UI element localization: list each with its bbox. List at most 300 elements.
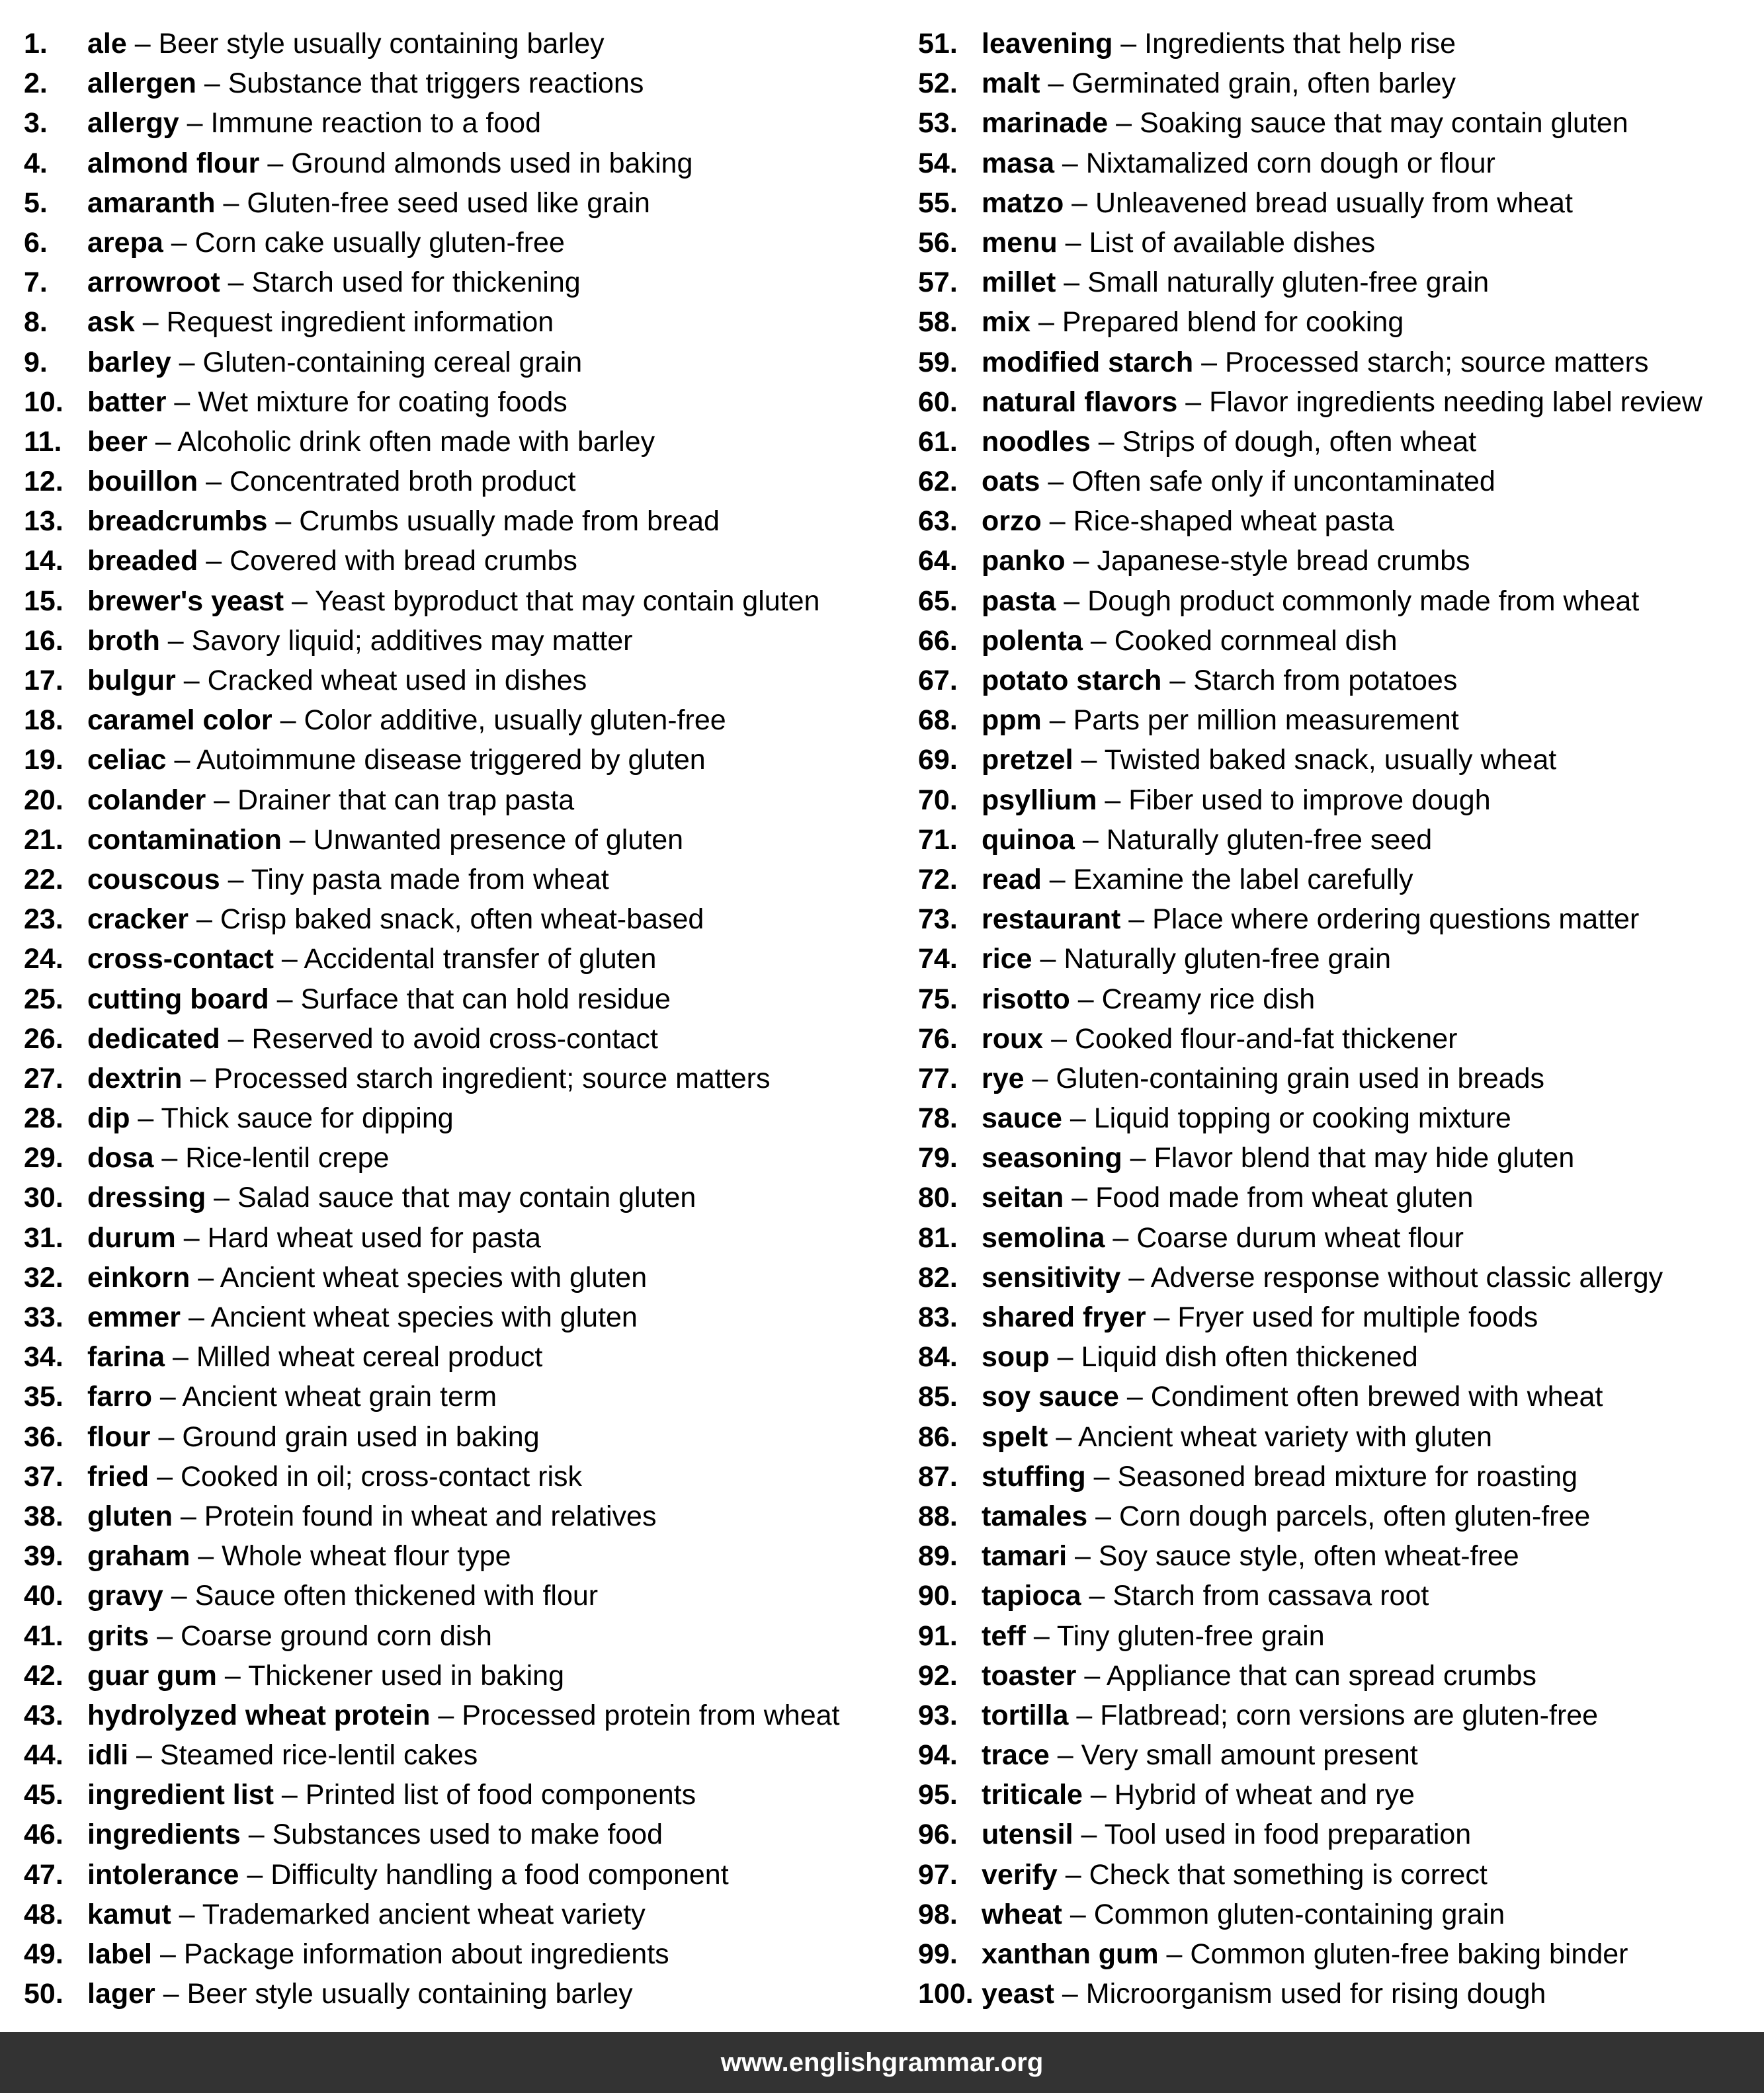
item-definition: Gluten-free seed used like grain [247,186,650,219]
item-term: grits [87,1620,149,1652]
item-term: yeast [982,1978,1054,2010]
item-separator: – [1024,1062,1056,1094]
glossary-item [24,223,897,263]
item-term: cross-contact [87,943,274,975]
item-term: idli [87,1739,129,1772]
item-definition: List of available dishes [1089,226,1376,259]
item-term: seitan [982,1182,1064,1214]
item-term: arepa [87,226,163,259]
item-term: spelt [982,1420,1048,1453]
item-number: 90. [918,1580,958,1612]
item-number: 81. [918,1221,958,1254]
glossary-item [24,302,897,342]
glossary-item [24,1337,897,1377]
item-number: 30. [24,1182,63,1214]
item-separator: – [1064,186,1096,219]
item-number: 4. [24,147,48,179]
item-definition: Beer style usually containing barley [158,28,605,60]
item-number: 75. [918,983,958,1015]
footer-bar [0,2032,1764,2093]
item-number: 31. [24,1221,63,1254]
item-definition: Drainer that can trap pasta [237,784,575,816]
item-separator: – [1049,1341,1081,1374]
item-number: 53. [918,107,958,140]
item-definition: Coarse ground corn dish [181,1620,492,1652]
item-separator: – [1041,704,1073,737]
glossary-item [24,1735,897,1775]
item-term: allergy [87,107,179,140]
item-separator: – [165,1341,196,1374]
item-number: 46. [24,1819,63,1851]
item-definition: Parts per million measurement [1073,704,1459,737]
item-definition: Starch from cassava root [1113,1580,1429,1612]
item-separator: – [1070,983,1102,1015]
item-term: ppm [982,704,1042,737]
item-separator: – [175,665,208,696]
item-term: brewer's yeast [87,585,284,617]
item-definition: Strips of dough, often wheat [1122,425,1477,458]
item-definition: Germinated grain, often barley [1071,67,1456,100]
item-separator: – [1113,28,1145,60]
item-separator: – [1064,1182,1096,1214]
glossary-item [918,740,1751,780]
item-separator: – [273,943,304,975]
item-definition: Ground grain used in baking [182,1420,540,1453]
item-number: 18. [24,704,63,737]
item-term: dosa [87,1142,154,1174]
glossary-item [918,183,1751,223]
item-separator: – [1073,1819,1105,1851]
item-number: 97. [918,1858,958,1891]
item-number: 89. [918,1540,958,1573]
item-separator: – [190,1261,220,1293]
item-definition: Savory liquid; additives may matter [191,624,633,657]
item-term: colander [87,784,206,816]
item-separator: – [152,1938,184,1970]
item-number: 33. [24,1301,63,1333]
item-separator: – [220,267,252,299]
item-number: 3. [24,107,48,140]
item-number: 45. [24,1779,63,1811]
glossary-item [918,1656,1751,1696]
item-separator: – [1062,1102,1094,1135]
item-separator: – [1032,943,1064,975]
item-definition: Unwanted presence of gluten [313,823,684,856]
item-separator: – [1082,1779,1114,1811]
glossary-item [918,1934,1751,1974]
item-separator: – [216,1659,248,1692]
glossary-item [24,1377,897,1416]
item-number: 80. [918,1182,958,1214]
glossary-item [918,1536,1751,1576]
item-separator: – [171,346,203,378]
glossary-item [24,343,897,382]
item-definition: Crumbs usually made from bread [299,505,720,538]
item-separator: – [1073,744,1105,776]
glossary-item [918,1895,1751,1934]
item-definition: Thick sauce for dipping [161,1102,454,1135]
glossary-item [24,1218,897,1258]
item-term: emmer [87,1301,181,1333]
item-definition: Surface that can hold residue [300,983,671,1015]
item-term: lager [87,1978,155,2010]
glossary-item [24,740,897,780]
item-separator: – [206,1182,238,1214]
item-definition: Ancient wheat species with gluten [220,1261,648,1293]
item-separator: – [130,1102,161,1135]
glossary-item [918,860,1751,899]
item-definition: Small naturally gluten-free grain [1087,267,1490,299]
glossary-item [918,1576,1751,1616]
glossary-item [24,1775,897,1815]
glossary-item [24,1019,897,1059]
item-separator: – [1120,903,1153,936]
item-number: 5. [24,186,48,219]
glossary-item [24,462,897,501]
item-definition: Adverse response without classic allergy [1150,1261,1663,1293]
glossary-item [24,1576,897,1616]
item-definition: Whole wheat flour type [222,1540,511,1573]
item-separator: – [1040,466,1072,498]
item-definition: Autoimmune disease triggered by gluten [196,744,706,776]
item-number: 51. [918,28,958,60]
glossary-item [24,1497,897,1536]
item-definition: Thickener used in baking [247,1659,564,1692]
item-number: 74. [918,943,958,975]
item-number: 17. [24,665,63,696]
item-number: 11. [24,425,62,458]
item-separator: – [151,1381,183,1413]
item-separator: – [220,863,251,895]
glossary-item [24,1059,897,1098]
item-number: 22. [24,863,63,895]
item-separator: – [182,1062,214,1094]
item-term: triticale [982,1779,1083,1811]
item-term: roux [982,1022,1044,1055]
item-term: matzo [982,186,1064,219]
glossary-item [24,1297,897,1337]
item-definition: Trademarked ancient wheat variety [202,1898,646,1930]
item-number: 1. [24,28,48,60]
item-number: 71. [918,823,958,856]
glossary-column-left [24,24,897,2014]
item-definition: Cooked cornmeal dish [1114,624,1398,657]
item-separator: – [166,386,198,418]
glossary-item [918,1059,1751,1098]
item-term: bulgur [87,665,176,696]
item-number: 87. [918,1460,958,1493]
item-number: 42. [24,1659,63,1692]
item-number: 64. [918,545,958,577]
item-separator: – [163,1580,195,1612]
item-term: pasta [982,585,1056,617]
item-number: 52. [918,67,958,100]
item-separator: – [206,784,238,816]
item-definition: Nixtamalized corn dough or flour [1085,147,1495,179]
item-definition: Processed starch; source matters [1224,346,1649,378]
item-number: 57. [918,267,958,299]
glossary-item [24,1178,897,1217]
item-separator: – [1146,1301,1178,1333]
item-term: contamination [87,823,282,856]
item-term: verify [982,1858,1058,1891]
item-number: 86. [918,1420,958,1453]
glossary-item [918,1377,1751,1416]
item-term: xanthan gum [982,1938,1159,1970]
glossary-item [918,144,1751,183]
item-term: dextrin [87,1062,183,1094]
glossary-item [24,103,897,143]
item-separator: – [181,1301,211,1333]
glossary-item [918,1098,1751,1138]
item-separator: – [1057,1858,1089,1891]
item-term: marinade [982,107,1109,140]
item-definition: Salad sauce that may contain gluten [237,1182,696,1214]
item-definition: Soaking sauce that may contain gluten [1140,107,1628,140]
item-number: 50. [24,1978,63,2010]
item-separator: – [159,624,192,657]
glossary-item [918,422,1751,462]
item-separator: – [189,903,220,936]
item-number: 98. [918,1898,958,1930]
item-separator: – [1054,1978,1086,2010]
glossary-item [918,382,1751,422]
item-definition: Ancient wheat grain term [182,1381,497,1413]
item-number: 27. [24,1062,63,1094]
item-term: gluten [87,1500,173,1532]
item-term: farina [87,1341,165,1374]
glossary-item [918,1855,1751,1895]
glossary-item [24,1656,897,1696]
item-definition: Starch used for thickening [251,267,581,299]
item-separator: – [1161,665,1194,696]
glossary-item [918,1138,1751,1178]
glossary-item [918,462,1751,501]
glossary-item [24,899,897,939]
item-term: soup [982,1341,1050,1374]
glossary-item [24,1138,897,1178]
item-separator: – [1048,1420,1078,1453]
item-term: restaurant [982,903,1121,936]
glossary-item [24,1098,897,1138]
item-separator: – [1068,1699,1101,1731]
item-term: bouillon [87,466,198,498]
item-number: 84. [918,1341,958,1374]
item-number: 2. [24,67,48,100]
item-separator: – [1090,425,1122,458]
item-separator: – [155,1978,187,2010]
item-separator: – [1085,1460,1118,1493]
item-term: tamari [982,1540,1068,1573]
item-number: 65. [918,585,958,617]
glossary-item [24,700,897,740]
item-separator: – [1041,863,1073,895]
item-term: malt [982,67,1040,100]
item-term: ale [87,28,127,60]
item-number: 59. [918,346,958,378]
item-term: cutting board [87,983,269,1015]
glossary-item [24,1417,897,1457]
item-number: 99. [918,1938,958,1970]
item-term: psyllium [982,784,1097,816]
item-definition: Printed list of food components [305,1779,696,1811]
item-definition: Cooked in oil; cross-contact risk [181,1460,582,1493]
item-definition: Corn cake usually gluten-free [194,226,565,259]
glossary-item [24,501,897,541]
item-definition: Dough product commonly made from wheat [1087,585,1640,617]
item-term: sensitivity [982,1261,1121,1293]
item-separator: – [1087,1500,1119,1532]
item-definition: Twisted baked snack, usually wheat [1104,744,1557,776]
item-definition: Difficulty handling a food component [271,1858,729,1891]
glossary-item [918,1775,1751,1815]
item-number: 70. [918,784,958,816]
item-term: rice [982,943,1032,975]
item-separator: – [281,823,314,856]
item-definition: Cooked flour-and-fat thickener [1075,1022,1458,1055]
footer-url[interactable]: www.englishgrammar.org [720,2047,1044,2077]
item-number: 88. [918,1500,958,1532]
glossary-item [24,63,897,103]
glossary-item [918,621,1751,661]
item-definition: Fiber used to improve dough [1128,784,1491,816]
item-number: 82. [918,1261,958,1293]
item-separator: – [1082,624,1114,657]
item-definition: Package information about ingredients [183,1938,669,1970]
item-term: dedicated [87,1022,220,1055]
glossary-item [24,422,897,462]
item-term: dressing [87,1182,206,1214]
item-definition: Naturally gluten-free seed [1106,823,1433,856]
item-definition: Ingredients that help rise [1144,28,1456,60]
item-definition: Tiny gluten-free grain [1056,1620,1325,1652]
glossary-item [24,1258,897,1297]
item-definition: Ancient wheat species with gluten [210,1301,638,1333]
item-definition: Seasoned bread mixture for roasting [1117,1460,1577,1493]
glossary-item [24,1536,897,1576]
item-term: risotto [982,983,1070,1015]
item-separator: – [1049,1739,1081,1772]
item-term: broth [87,624,160,657]
item-number: 39. [24,1540,63,1573]
item-separator: – [284,585,315,617]
item-term: seasoning [982,1142,1122,1174]
item-number: 62. [918,466,958,498]
item-definition: Rice-lentil crepe [185,1142,390,1174]
item-separator: – [220,1022,252,1055]
item-term: einkorn [87,1261,190,1293]
glossary-item [24,621,897,661]
item-separator: – [1041,505,1073,538]
item-number: 63. [918,505,958,538]
glossary-item [24,1974,897,2014]
item-definition: Milled wheat cereal product [196,1341,543,1374]
item-number: 93. [918,1699,958,1731]
item-number: 78. [918,1102,958,1135]
item-number: 100. [918,1978,974,2010]
item-term: ingredients [87,1819,241,1851]
glossary-item [918,1019,1751,1059]
item-number: 38. [24,1500,63,1532]
item-number: 40. [24,1580,63,1612]
item-number: 95. [918,1779,958,1811]
item-definition: Flavor ingredients needing label review [1209,386,1702,418]
item-term: noodles [982,425,1091,458]
item-separator: – [150,1420,183,1453]
item-term: mix [982,306,1031,339]
item-separator: – [1054,147,1086,179]
item-term: guar gum [87,1659,217,1692]
item-definition: Accidental transfer of gluten [304,943,657,975]
item-number: 21. [24,823,63,856]
item-term: breadcrumbs [87,505,268,538]
item-definition: Appliance that can spread crumbs [1106,1659,1536,1692]
item-separator: – [196,67,228,100]
item-separator: – [153,1142,186,1174]
item-number: 14. [24,545,63,577]
item-separator: – [259,147,292,179]
item-definition: Check that something is correct [1089,1858,1488,1891]
item-number: 15. [24,585,63,617]
item-term: tapioca [982,1580,1081,1612]
glossary-item [918,223,1751,263]
glossary-item [24,1616,897,1656]
item-number: 13. [24,505,63,538]
item-separator: – [1056,267,1088,299]
glossary-item [918,581,1751,621]
item-definition: Starch from potatoes [1193,665,1458,696]
item-number: 54. [918,147,958,179]
item-number: 10. [24,386,63,418]
item-definition: Crisp baked snack, often wheat-based [220,903,704,936]
item-separator: – [1040,67,1072,100]
item-number: 19. [24,744,63,776]
glossary-item [918,1815,1751,1854]
item-number: 60. [918,386,958,418]
item-number: 61. [918,425,958,458]
item-term: potato starch [982,665,1162,696]
item-separator: – [1122,1142,1154,1174]
item-number: 44. [24,1739,63,1772]
item-term: couscous [87,863,220,895]
glossary-item [918,1616,1751,1656]
glossary-item [918,1218,1751,1258]
item-term: oats [982,466,1040,498]
glossary-item [918,899,1751,939]
item-definition: Examine the label carefully [1073,863,1413,895]
item-number: 67. [918,665,958,696]
item-number: 76. [918,1022,958,1055]
item-number: 72. [918,863,958,895]
glossary-item [918,780,1751,820]
item-term: ask [87,306,135,339]
item-term: masa [982,147,1054,179]
item-separator: – [198,545,230,577]
item-number: 36. [24,1420,63,1453]
item-separator: – [1043,1022,1075,1055]
item-definition: Protein found in wheat and relatives [204,1500,657,1532]
glossary-item [24,1815,897,1854]
item-number: 24. [24,943,63,975]
item-number: 48. [24,1898,63,1930]
item-definition: Yeast byproduct that may contain gluten [315,585,820,617]
item-term: intolerance [87,1858,239,1891]
item-definition: Hard wheat used for pasta [207,1221,541,1254]
item-separator: – [179,107,211,140]
glossary-item [918,1297,1751,1337]
item-number: 35. [24,1381,63,1413]
item-definition: Processed protein from wheat [462,1699,840,1731]
